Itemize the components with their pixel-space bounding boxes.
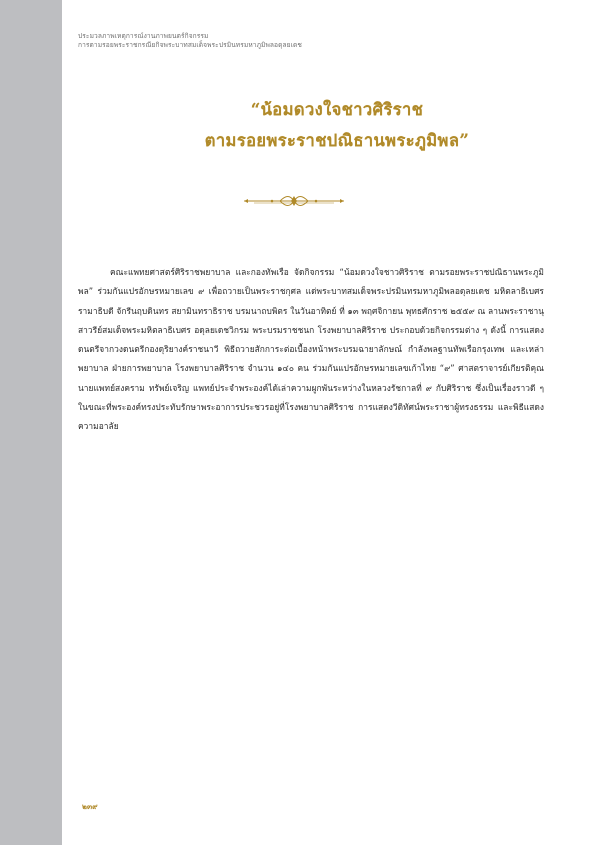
divider-ornament-icon [242,193,346,209]
document-page [62,0,612,845]
left-margin-band [0,0,62,845]
page-title-line-2: ตามรอยพระราชปณิธานพระภูมิพล” [204,131,470,150]
running-header-line-1: ประมวลภาพเหตุการณ์งานภาพยนตร์กิจกรรม [78,32,209,40]
page-number: ๒๓๙ [82,802,98,811]
running-header [78,32,378,50]
page-title-line-1: “น้อมดวงใจชาวศิริราช [250,100,424,119]
running-header-line-2: การตามรอยพระราชกรณียกิจพระบาทสมเด็จพระปรมินทรมหาภูมิพลอดุลยเดช [78,41,302,49]
page-title [62,94,612,156]
body-paragraph: คณะแพทยศาสตร์ศิริราชพยาบาล และกองทัพเรือ จัดกิจกรรม “น้อมดวงใจชาวศิริราช ตามรอยพระราชปณิธานพระภูมิพล” ร่วมกันแปรอักษรหมายเลข ๙ เพื่อถวายเป็นพระราชกุศล แด่พระบาทสมเด็จพระปรมินทรมหาภูมิพลอดุลยเดช มหิตลาธิเบศรรามาธิบดี จักรีนฤบดินทร สยามินทราธิราช บรมนาถบพิตร ในวันอาทิตย์ ที่ ๑๓ พฤศจิกายน พุทธศักราช ๒๕๕๙ ณ ลานพระราชานุสาวรีย์สมเด็จพระมหิตลาธิเบศร อดุลยเดชวิกรม พระบรมราชชนก โรงพยาบาลศิริราช ประกอบด้วยกิจกรรมต่าง ๆ ดังนี้ การแสดงดนตรีจากวงดนตรีกองดุริยางค์ราชนาวี พิธีถวายสักการะต่อเบื้องหน้าพระบรมฉายาลักษณ์ กำลังพลฐานทัพเรือกรุงเทพ และเหล่าพยาบาล ฝ่ายการพยาบาล โรงพยาบาลศิริราช จำนวน ๑๔๐ คน ร่วมกันแปรอักษรหมายเลขเก้าไทย “๙” ศาสตราจารย์เกียรติคุณ นายแพทย์สงคราม ทรัพย์เจริญ แพทย์ประจำพระองค์ได้เล่าความผูกพันระหว่างในหลวงรัชกาลที่ ๙ กับศิริราช ซึ่งเป็นเรื่องราวดี ๆ ในขณะที่พระองค์ทรงประทับรักษาพระอาการประชวรอยู่ที่โรงพยาบาลศิริราช การแสดงวีดิทัศน์พระราชาผู้ทรงธรรม และพิธีแสดงความอาลัย [78,267,544,432]
